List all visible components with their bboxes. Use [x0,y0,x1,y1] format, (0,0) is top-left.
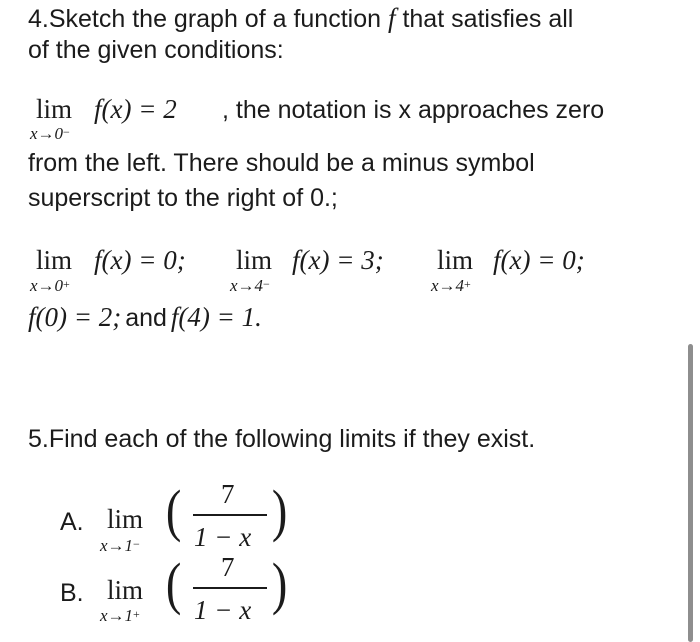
problem-5-title: 5.Find each of the following limits if they exist. [28,425,536,453]
item-a-fraction-bar [193,514,267,516]
limit-1-subscript: x→0− [30,124,70,143]
value-f0: f(0) = 2; [28,302,122,332]
item-a-subscript: x→1− [100,536,140,555]
item-a-close-paren: ) [271,478,288,543]
item-b-subscript: x→1+ [100,606,140,625]
condition-3-expression: f(x) = 0; [493,245,585,275]
condition-3-subscript: x→4+ [431,276,471,295]
condition-2-lim: lim [236,245,273,275]
item-b-open-paren: ( [165,551,182,616]
item-a-numerator: 7 [221,479,235,509]
condition-2-expression: f(x) = 3; [292,245,384,275]
values-line [28,301,262,334]
item-a-label: A. [60,508,84,536]
value-f4: f(4) = 1. [170,302,262,332]
condition-1-expression: f(x) = 0; [94,245,186,275]
function-symbol: f [387,3,396,33]
limit-1-expression: f(x) = 2 [94,94,177,124]
problem-4-title-line-2: of the given conditions: [28,36,284,64]
item-b-close-paren: ) [271,551,288,616]
problem-4-title-end: that satisfies all [402,5,574,33]
condition-2-subscript: x→4− [230,276,270,295]
note-line-2: from the left. There should be a minus symbol [28,149,535,177]
limit-1-lim: lim [36,94,73,124]
condition-3-lim: lim [437,245,474,275]
item-b-label: B. [60,579,84,607]
condition-1-lim: lim [36,245,73,275]
vertical-scrollbar[interactable] [688,344,693,642]
item-b-fraction-bar [193,587,267,589]
note-line-3: superscript to the right of 0.; [28,184,338,212]
problem-4-title-start: 4.Sketch the graph of a function [28,5,382,33]
item-b-denominator: 1 − x [194,595,252,625]
problem-4-title-line-1 [28,2,573,35]
item-b-numerator: 7 [221,552,235,582]
limit-1-note: , the notation is x approaches zero [222,96,605,124]
item-a-open-paren: ( [165,478,182,543]
item-b-lim: lim [107,575,144,605]
condition-1-subscript: x→0+ [30,276,70,295]
item-a-lim: lim [107,504,144,534]
values-and: and [125,304,167,332]
item-a-denominator: 1 − x [194,522,252,552]
